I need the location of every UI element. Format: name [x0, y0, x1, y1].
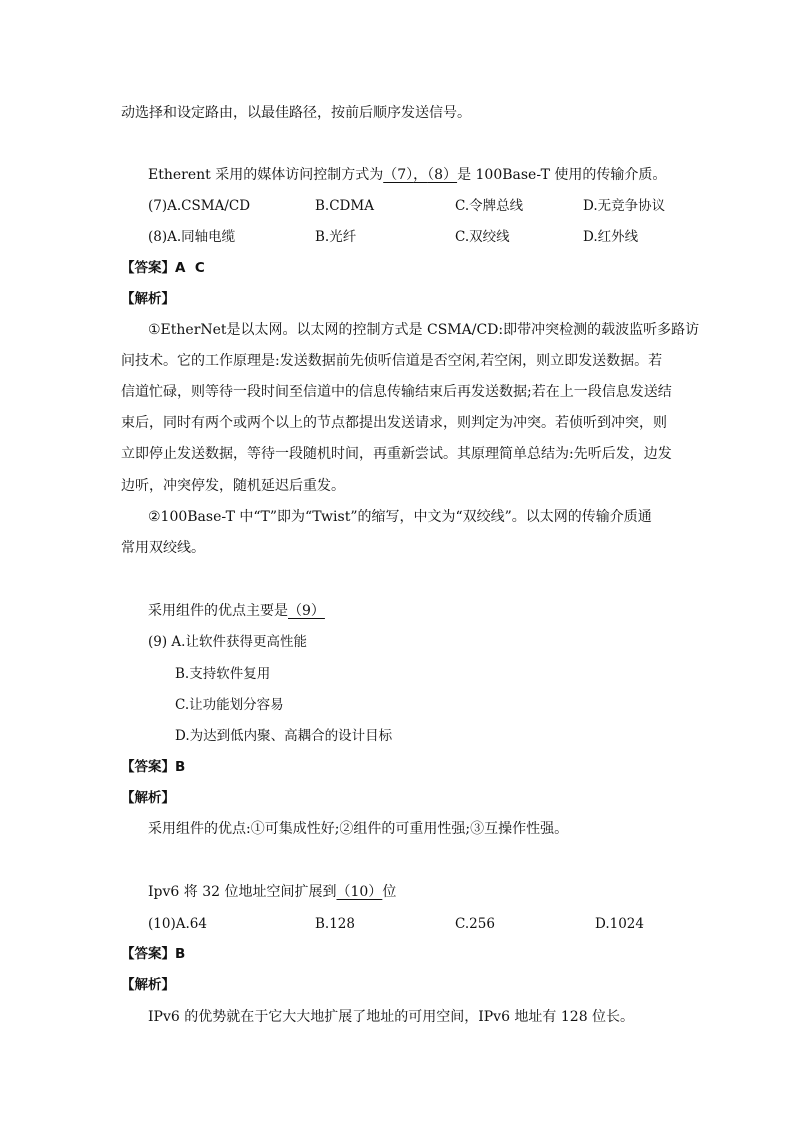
analysis-label-9: 【解析】 [121, 790, 175, 806]
analysis-line: ②100Base-T 中“T”即为“Twist”的缩写，中文为“双绞线”。以太网的传输介质通 [148, 509, 652, 525]
analysis-line: 束后，同时有两个或两个以上的节点都提出发送请求，则判定为冲突。若侦听到冲突，则 [121, 415, 667, 431]
option-7a: (7)A.CSMA/CD [148, 198, 251, 214]
analysis-line: 立即停止发送数据，等待一段随机时间，再重新尝试。其原理简单总结为:先听后发，边发 [121, 446, 672, 462]
answer-value: A C [175, 260, 205, 276]
option-7d: D.无竞争协议 [583, 198, 666, 214]
stem-text-end: 位 [382, 884, 397, 900]
stem-text: Ipv6 将 32 位地址空间扩展到 [148, 884, 337, 900]
option-9c: C.让功能划分容易 [175, 697, 284, 713]
comma: ， [413, 167, 428, 183]
option-7c: C.令牌总线 [455, 198, 524, 214]
blank-9: （9） [288, 603, 325, 619]
analysis-10: IPv6 的优势就在于它大大地扩展了地址的可用空间，IPv6 地址有 128 位长。 [148, 1009, 635, 1025]
question-10-stem [148, 882, 396, 902]
option-8d: D.红外线 [583, 229, 639, 245]
stem-text: Etherent 采用的媒体访问控制方式为 [148, 167, 384, 183]
analysis-line: ①EtherNet是以太网。以太网的控制方式是 CSMA/CD:即带冲突检测的载波监听多路访 [148, 322, 700, 338]
option-10c: C.256 [455, 916, 495, 932]
option-8b: B.光纤 [315, 229, 357, 245]
intro-line: 动选择和设定路由，以最佳路径，按前后顺序发送信号。 [121, 105, 471, 121]
option-9d: D.为达到低内聚、高耦合的设计目标 [175, 728, 393, 744]
analysis-line: 常用双绞线。 [121, 540, 205, 556]
option-9a: (9) A.让软件获得更高性能 [148, 634, 307, 650]
option-10a: (10)A.64 [148, 916, 207, 932]
answer-9 [121, 757, 185, 777]
answer-label: 【答案】 [121, 946, 175, 962]
option-9b: B.支持软件复用 [175, 666, 271, 682]
option-10d: D.1024 [595, 916, 644, 932]
answer-value: B [175, 759, 186, 775]
option-8c: C.双绞线 [455, 229, 510, 245]
blank-8: （8） [427, 167, 458, 183]
answer-label: 【答案】 [121, 759, 175, 775]
option-10b: B.128 [315, 916, 355, 932]
question-7-8-stem [148, 165, 666, 185]
answer-7-8 [121, 258, 205, 278]
analysis-line: 信道忙碌，则等待一段时间至信道中的信息传输结束后再发送数据;若在上一段信息发送结 [121, 384, 672, 400]
option-8a: (8)A.同轴电缆 [148, 229, 236, 245]
analysis-9: 采用组件的优点:①可集成性好;②组件的可重用性强;③互操作性强。 [148, 821, 569, 837]
answer-label: 【答案】 [121, 260, 175, 276]
blank-7: （7） [383, 167, 414, 183]
answer-value: B [175, 946, 186, 962]
analysis-label-10: 【解析】 [121, 977, 175, 993]
analysis-line: 问技术。它的工作原理是:发送数据前先侦听信道是否空闲,若空闲，则立即发送数据。若 [121, 353, 663, 369]
question-9-stem [148, 601, 325, 621]
answer-10 [121, 944, 185, 964]
analysis-label-7-8: 【解析】 [121, 291, 175, 307]
analysis-line: 边听，冲突停发，随机延迟后重发。 [121, 478, 345, 494]
stem-text: 采用组件的优点主要是 [148, 603, 288, 619]
option-7b: B.CDMA [315, 198, 374, 214]
stem-text-end: 是 100Base-T 使用的传输介质。 [457, 167, 667, 183]
blank-10: （10） [336, 884, 383, 900]
